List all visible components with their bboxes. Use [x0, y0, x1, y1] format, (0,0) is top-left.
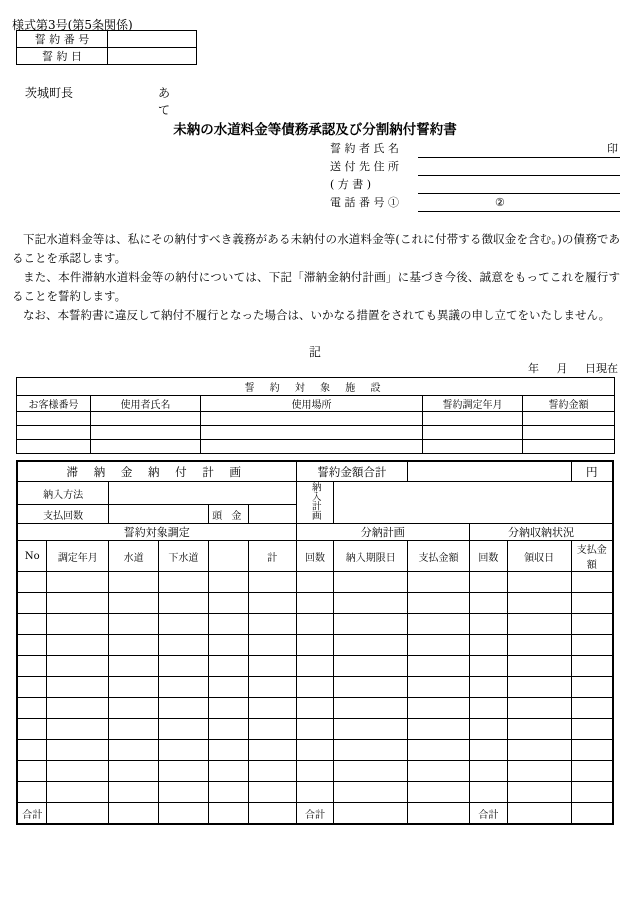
plan-group-header-row [17, 524, 613, 541]
oath-number-value[interactable] [108, 31, 197, 48]
cell-status-amount[interactable] [571, 761, 613, 782]
cell-sewer[interactable] [159, 572, 209, 593]
cell-subtotal[interactable] [248, 614, 296, 635]
col-header-no: No [17, 541, 47, 572]
payment-method-row [17, 482, 613, 505]
cell-receipt-date[interactable] [507, 782, 571, 803]
col-header-assessment-month: 調定年月 [47, 541, 109, 572]
cell-plan-amount[interactable] [408, 761, 470, 782]
addressee-suffix: あて [158, 86, 171, 117]
payment-plan-table [16, 460, 614, 825]
cell-blank[interactable] [208, 656, 248, 677]
cell-status-amount[interactable] [571, 593, 613, 614]
as-of-month: 月 [556, 362, 568, 375]
addressee-name: 茨城町長 [25, 86, 74, 100]
cell-status-count[interactable] [469, 572, 507, 593]
cell-assessment-month[interactable] [47, 719, 109, 740]
cell-plan-count[interactable] [296, 614, 334, 635]
total-status-amount[interactable] [571, 803, 613, 825]
cell-plan-count[interactable] [296, 761, 334, 782]
table-row [17, 740, 613, 761]
table-row [17, 698, 613, 719]
col-header-subtotal: 計 [248, 541, 296, 572]
body-text [12, 230, 620, 325]
plan-banner-row [17, 461, 613, 482]
cell-subtotal[interactable] [248, 740, 296, 761]
cell-status-count[interactable] [469, 719, 507, 740]
cell-assessment-month[interactable] [47, 614, 109, 635]
cell-plan-due-date[interactable] [334, 719, 408, 740]
cell-blank[interactable] [208, 677, 248, 698]
cell-blank[interactable] [208, 761, 248, 782]
cell-water[interactable] [109, 698, 159, 719]
cell-place-of-use[interactable] [201, 412, 423, 426]
signatory-name-input[interactable] [418, 140, 620, 158]
cell-status-amount[interactable] [571, 656, 613, 677]
installments-value[interactable] [109, 505, 209, 524]
cell-subtotal[interactable] [248, 656, 296, 677]
cell-sewer[interactable] [159, 782, 209, 803]
table-row [17, 426, 615, 440]
table-row [17, 593, 613, 614]
cell-plan-due-date[interactable] [334, 635, 408, 656]
cell-plan-count[interactable] [296, 677, 334, 698]
mailing-address-input[interactable] [418, 158, 620, 176]
facility-header-row [17, 396, 615, 412]
cell-sewer[interactable] [159, 698, 209, 719]
cell-no[interactable] [17, 614, 47, 635]
plan-banner: 滞 納 金 納 付 計 画 [17, 461, 296, 482]
table-row [17, 412, 615, 426]
downpayment-label: 頭 金 [208, 505, 248, 524]
page-title: 未納の水道料金等債務承認及び分割納付誓約書 [173, 122, 457, 138]
col-header-receipt-date: 領収日 [507, 541, 571, 572]
oath-date-value[interactable] [108, 48, 197, 65]
phone-second-marker: ② [495, 196, 505, 209]
cell-plan-count[interactable] [296, 656, 334, 677]
cell-user-name[interactable] [91, 426, 201, 440]
cell-status-count[interactable] [469, 740, 507, 761]
cell-subtotal[interactable] [248, 761, 296, 782]
cell-sewer[interactable] [159, 740, 209, 761]
group-header-installment-plan: 分納計画 [296, 524, 469, 541]
cell-subtotal[interactable] [248, 572, 296, 593]
downpayment-value[interactable] [248, 505, 296, 524]
table-row [17, 677, 613, 698]
group-header-assessment: 誓約対象調定 [17, 524, 296, 541]
cell-user-name[interactable] [91, 440, 201, 454]
payment-plan-table-body [17, 461, 613, 824]
cell-water[interactable] [109, 740, 159, 761]
paragraph-3: なお、本誓約書に違反して納付不履行となった場合は、いかなる措置をされても異議の申し立てをいたしません。 [23, 308, 611, 322]
cell-water[interactable] [109, 656, 159, 677]
cell-sewer[interactable] [159, 719, 209, 740]
total-water[interactable] [109, 803, 159, 825]
cell-status-amount[interactable] [571, 572, 613, 593]
cell-plan-due-date[interactable] [334, 593, 408, 614]
col-header-oath-amount: 誓約金額 [523, 396, 615, 412]
care-of-row [330, 176, 620, 194]
cell-plan-due-date[interactable] [334, 656, 408, 677]
yen-unit: 円 [571, 461, 613, 482]
facility-table [16, 377, 615, 454]
cell-status-count[interactable] [469, 782, 507, 803]
cell-subtotal[interactable] [248, 677, 296, 698]
cell-plan-count[interactable] [296, 572, 334, 593]
cell-no[interactable] [17, 635, 47, 656]
cell-assessment-month[interactable] [423, 440, 523, 454]
cell-oath-amount[interactable] [523, 412, 615, 426]
cell-assessment-month[interactable] [47, 761, 109, 782]
as-of-year: 年 [528, 362, 539, 375]
cell-customer-number[interactable] [17, 426, 91, 440]
addressee-line [25, 84, 171, 117]
cell-plan-amount[interactable] [408, 635, 470, 656]
cell-subtotal[interactable] [248, 782, 296, 803]
cell-plan-count[interactable] [296, 719, 334, 740]
cell-subtotal[interactable] [248, 719, 296, 740]
paragraph-2: また、本件滞納水道料金等の納付については、下記「滞納金納付計画」に基づき今後、誠意をもってこれを履行することを誓約します。 [12, 270, 620, 303]
cell-receipt-date[interactable] [507, 656, 571, 677]
cell-assessment-month[interactable] [47, 572, 109, 593]
cell-assessment-month[interactable] [47, 635, 109, 656]
cell-plan-due-date[interactable] [334, 761, 408, 782]
cell-receipt-date[interactable] [507, 635, 571, 656]
cell-water[interactable] [109, 635, 159, 656]
cell-no[interactable] [17, 782, 47, 803]
cell-status-count[interactable] [469, 698, 507, 719]
cell-plan-due-date[interactable] [334, 740, 408, 761]
cell-subtotal[interactable] [248, 593, 296, 614]
cell-sewer[interactable] [159, 614, 209, 635]
cell-assessment-month[interactable] [423, 412, 523, 426]
total-sewer[interactable] [159, 803, 209, 825]
cell-oath-amount[interactable] [523, 426, 615, 440]
col-header-assessment-month: 誓約調定年月 [423, 396, 523, 412]
oath-number-label: 誓 約 番 号 [17, 31, 108, 48]
payment-schedule-value[interactable] [334, 482, 613, 524]
cell-status-amount[interactable] [571, 635, 613, 656]
cell-sewer[interactable] [159, 635, 209, 656]
table-row [17, 31, 197, 48]
cell-blank[interactable] [208, 614, 248, 635]
cell-plan-due-date[interactable] [334, 614, 408, 635]
table-row [17, 656, 613, 677]
payment-method-value[interactable] [109, 482, 296, 505]
cell-plan-amount[interactable] [408, 677, 470, 698]
as-of-date-line [0, 360, 618, 376]
installments-label: 支払回数 [17, 505, 109, 524]
cell-no[interactable] [17, 761, 47, 782]
cell-blank[interactable] [208, 782, 248, 803]
cell-blank[interactable] [208, 593, 248, 614]
cell-status-count[interactable] [469, 635, 507, 656]
facility-table-body [17, 378, 615, 454]
cell-oath-amount[interactable] [523, 440, 615, 454]
cell-assessment-month[interactable] [47, 740, 109, 761]
cell-status-amount[interactable] [571, 740, 613, 761]
cell-no[interactable] [17, 719, 47, 740]
cell-assessment-month[interactable] [47, 698, 109, 719]
cell-status-count[interactable] [469, 677, 507, 698]
cell-status-amount[interactable] [571, 698, 613, 719]
cell-plan-amount[interactable] [408, 593, 470, 614]
col-header-status-count: 回数 [469, 541, 507, 572]
side-label-cell [296, 482, 334, 524]
cell-status-count[interactable] [469, 761, 507, 782]
cell-status-amount[interactable] [571, 782, 613, 803]
cell-plan-due-date[interactable] [334, 677, 408, 698]
phone-row [330, 194, 620, 212]
cell-water[interactable] [109, 761, 159, 782]
cell-water[interactable] [109, 719, 159, 740]
cell-plan-due-date[interactable] [334, 572, 408, 593]
cell-customer-number[interactable] [17, 412, 91, 426]
total-assessment-month[interactable] [47, 803, 109, 825]
col-header-customer-number: お客様番号 [17, 396, 91, 412]
cell-sewer[interactable] [159, 677, 209, 698]
total-plan-amount[interactable] [408, 803, 470, 825]
cell-plan-amount[interactable] [408, 614, 470, 635]
total-subtotal[interactable] [248, 803, 296, 825]
cell-plan-amount[interactable] [408, 698, 470, 719]
cell-plan-count[interactable] [296, 740, 334, 761]
cell-water[interactable] [109, 782, 159, 803]
oath-date-label: 誓 約 日 [17, 48, 108, 65]
total-amount-value[interactable] [408, 461, 571, 482]
phone-label: 電 話 番 号 ① [330, 196, 399, 209]
care-of-label: ( 方 書 ) [330, 178, 372, 191]
cell-receipt-date[interactable] [507, 719, 571, 740]
cell-receipt-date[interactable] [507, 614, 571, 635]
cell-receipt-date[interactable] [507, 698, 571, 719]
cell-water[interactable] [109, 677, 159, 698]
cell-status-count[interactable] [469, 614, 507, 635]
signatory-name-label: 誓 約 者 氏 名 [330, 142, 399, 155]
cell-plan-amount[interactable] [408, 740, 470, 761]
col-header-plan-amount: 支払金額 [408, 541, 470, 572]
mailing-address-label: 送 付 先 住 所 [330, 160, 399, 173]
col-header-user-name: 使用者氏名 [91, 396, 201, 412]
total-blank[interactable] [208, 803, 248, 825]
cell-no[interactable] [17, 698, 47, 719]
col-header-plan-due-date: 納入期限日 [334, 541, 408, 572]
cell-water[interactable] [109, 614, 159, 635]
cell-sewer[interactable] [159, 761, 209, 782]
total-label-status: 合計 [469, 803, 507, 825]
table-row [17, 719, 613, 740]
phone-input[interactable] [418, 194, 620, 212]
cell-assessment-month[interactable] [47, 656, 109, 677]
cell-receipt-date[interactable] [507, 740, 571, 761]
cell-assessment-month[interactable] [47, 593, 109, 614]
ki-heading: 記 [308, 345, 321, 359]
cell-plan-amount[interactable] [408, 719, 470, 740]
cell-blank[interactable] [208, 698, 248, 719]
seal-marker: 印 [607, 142, 618, 155]
cell-assessment-month[interactable] [47, 782, 109, 803]
table-row [17, 572, 613, 593]
cell-assessment-month[interactable] [47, 677, 109, 698]
cell-plan-due-date[interactable] [334, 782, 408, 803]
total-receipt-date[interactable] [507, 803, 571, 825]
cell-plan-amount[interactable] [408, 572, 470, 593]
cell-plan-amount[interactable] [408, 782, 470, 803]
group-header-installment-status: 分納収納状況 [469, 524, 613, 541]
table-row [17, 782, 613, 803]
cell-blank[interactable] [208, 635, 248, 656]
table-row [17, 614, 613, 635]
cell-no[interactable] [17, 677, 47, 698]
total-amount-label: 誓約金額合計 [296, 461, 408, 482]
cell-status-count[interactable] [469, 656, 507, 677]
cell-user-name[interactable] [91, 412, 201, 426]
cell-sewer[interactable] [159, 656, 209, 677]
cell-assessment-month[interactable] [423, 426, 523, 440]
cell-no[interactable] [17, 740, 47, 761]
table-row [17, 48, 197, 65]
cell-subtotal[interactable] [248, 698, 296, 719]
cell-water[interactable] [109, 593, 159, 614]
cell-plan-count[interactable] [296, 593, 334, 614]
col-header-plan-count: 回数 [296, 541, 334, 572]
plan-header-row [17, 541, 613, 572]
care-of-input[interactable] [418, 176, 620, 194]
cell-sewer[interactable] [159, 593, 209, 614]
cell-plan-count[interactable] [296, 698, 334, 719]
cell-blank[interactable] [208, 740, 248, 761]
cell-plan-amount[interactable] [408, 656, 470, 677]
cell-no[interactable] [17, 593, 47, 614]
plan-total-row [17, 803, 613, 825]
cell-status-amount[interactable] [571, 719, 613, 740]
cell-customer-number[interactable] [17, 440, 91, 454]
table-row [17, 440, 615, 454]
cell-status-count[interactable] [469, 593, 507, 614]
facility-banner: 誓 約 対 象 施 設 [17, 378, 615, 396]
cell-plan-due-date[interactable] [334, 698, 408, 719]
cell-blank[interactable] [208, 572, 248, 593]
col-header-sewer: 下水道 [159, 541, 209, 572]
paragraph-1: 下記水道料金等は、私にその納付すべき義務がある未納付の水道料金等(これに付帯する徴収金を含む。)の債務であることを承認します。 [12, 232, 620, 265]
cell-plan-count[interactable] [296, 782, 334, 803]
col-header-water: 水道 [109, 541, 159, 572]
cell-no[interactable] [17, 572, 47, 593]
col-header-blank [208, 541, 248, 572]
payment-method-label: 納入方法 [17, 482, 109, 505]
as-of-day: 日現在 [585, 362, 618, 375]
total-label-assessment: 合計 [17, 803, 47, 825]
cell-no[interactable] [17, 656, 47, 677]
col-header-status-amount: 支払金額 [571, 541, 613, 572]
payment-schedule-side-label: 納入計画 [309, 482, 321, 520]
total-label-plan: 合計 [296, 803, 334, 825]
mailing-address-row [330, 158, 620, 176]
cell-status-amount[interactable] [571, 677, 613, 698]
cell-blank[interactable] [208, 719, 248, 740]
cell-status-amount[interactable] [571, 614, 613, 635]
cell-receipt-date[interactable] [507, 593, 571, 614]
oath-number-table-body [17, 31, 197, 65]
signatory-name-row [330, 140, 620, 158]
cell-place-of-use[interactable] [201, 440, 423, 454]
form-number: 様式第3号(第5条関係) [12, 18, 133, 32]
total-plan-due-date[interactable] [334, 803, 408, 825]
signatory-block [330, 140, 620, 212]
table-row [17, 761, 613, 782]
table-row [17, 635, 613, 656]
oath-number-table [16, 30, 197, 65]
cell-plan-count[interactable] [296, 635, 334, 656]
facility-banner-row [17, 378, 615, 396]
cell-water[interactable] [109, 572, 159, 593]
col-header-place-of-use: 使用場所 [201, 396, 423, 412]
cell-receipt-date[interactable] [507, 572, 571, 593]
cell-receipt-date[interactable] [507, 761, 571, 782]
cell-receipt-date[interactable] [507, 677, 571, 698]
cell-subtotal[interactable] [248, 635, 296, 656]
cell-place-of-use[interactable] [201, 426, 423, 440]
